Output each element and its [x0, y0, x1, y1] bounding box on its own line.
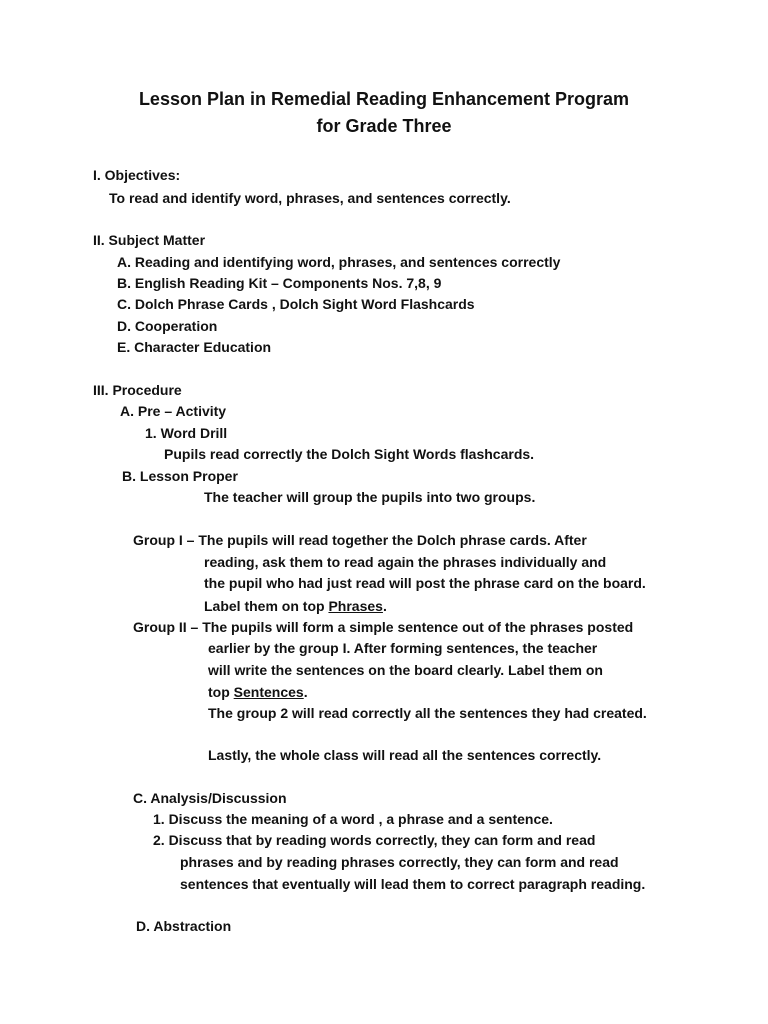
- procedure-heading: III. Procedure: [93, 382, 182, 398]
- lesson-proper-heading: B. Lesson Proper: [122, 468, 238, 484]
- group2-line6: Lastly, the whole class will read all the sentences correctly.: [208, 747, 602, 763]
- subject-matter-item-d: D. Cooperation: [117, 318, 218, 334]
- sentences-label: Sentences: [233, 684, 304, 700]
- word-drill-heading: 1. Word Drill: [145, 425, 228, 441]
- objectives-heading: I. Objectives:: [93, 167, 181, 183]
- group2-line2: earlier by the group I. After forming sentences, the teacher: [208, 640, 598, 656]
- pre-activity-heading: A. Pre – Activity: [120, 403, 227, 419]
- group2-line4-suffix: .: [303, 684, 308, 700]
- group2-line5: The group 2 will read correctly all the sentences they had created.: [208, 705, 647, 721]
- group1-line3: the pupil who had just read will post the phrase card on the board.: [204, 575, 646, 591]
- group1-line4-suffix: .: [382, 598, 387, 614]
- phrases-label: Phrases: [328, 598, 383, 614]
- analysis-item1: 1. Discuss the meaning of a word , a phrase and a sentence.: [153, 811, 553, 827]
- word-drill-text: Pupils read correctly the Dolch Sight Words flashcards.: [164, 446, 535, 462]
- subject-matter-item-e: E. Character Education: [117, 339, 272, 355]
- group1-line2: reading, ask them to read again the phrases individually and: [204, 554, 607, 570]
- abstraction-heading: D. Abstraction: [136, 918, 232, 934]
- group2-line3: will write the sentences on the board clearly. Label them on: [208, 662, 603, 678]
- group1-line4-prefix: Label them on top: [204, 598, 329, 614]
- group1-line1: Group I – The pupils will read together the Dolch phrase cards. After: [133, 532, 587, 548]
- subject-matter-item-c: C. Dolch Phrase Cards , Dolch Sight Word Flashcards: [117, 296, 475, 312]
- subject-matter-item-a: A. Reading and identifying word, phrases, and sentences correctly: [117, 254, 561, 270]
- lesson-proper-text: The teacher will group the pupils into two groups.: [204, 489, 536, 505]
- subject-matter-item-b: B. English Reading Kit – Components Nos. 7,8, 9: [117, 275, 442, 291]
- analysis-item2-line3: sentences that eventually will lead them to correct paragraph reading.: [180, 876, 646, 892]
- group2-line4: [208, 683, 308, 701]
- analysis-heading: C. Analysis/Discussion: [133, 790, 287, 806]
- objectives-text: To read and identify word, phrases, and sentences correctly.: [109, 190, 511, 206]
- analysis-item2-line1: 2. Discuss that by reading words correctly, they can form and read: [153, 832, 596, 848]
- document-title-line2: for Grade Three: [316, 116, 452, 136]
- group2-line1: Group II – The pupils will form a simple sentence out of the phrases posted: [133, 619, 634, 635]
- group1-line4: [204, 597, 387, 615]
- group2-line4-prefix: top: [208, 684, 234, 700]
- subject-matter-heading: II. Subject Matter: [93, 232, 206, 248]
- analysis-item2-line2: phrases and by reading phrases correctly, they can form and read: [180, 854, 619, 870]
- document-title-line1: Lesson Plan in Remedial Reading Enhancement Program: [138, 89, 630, 109]
